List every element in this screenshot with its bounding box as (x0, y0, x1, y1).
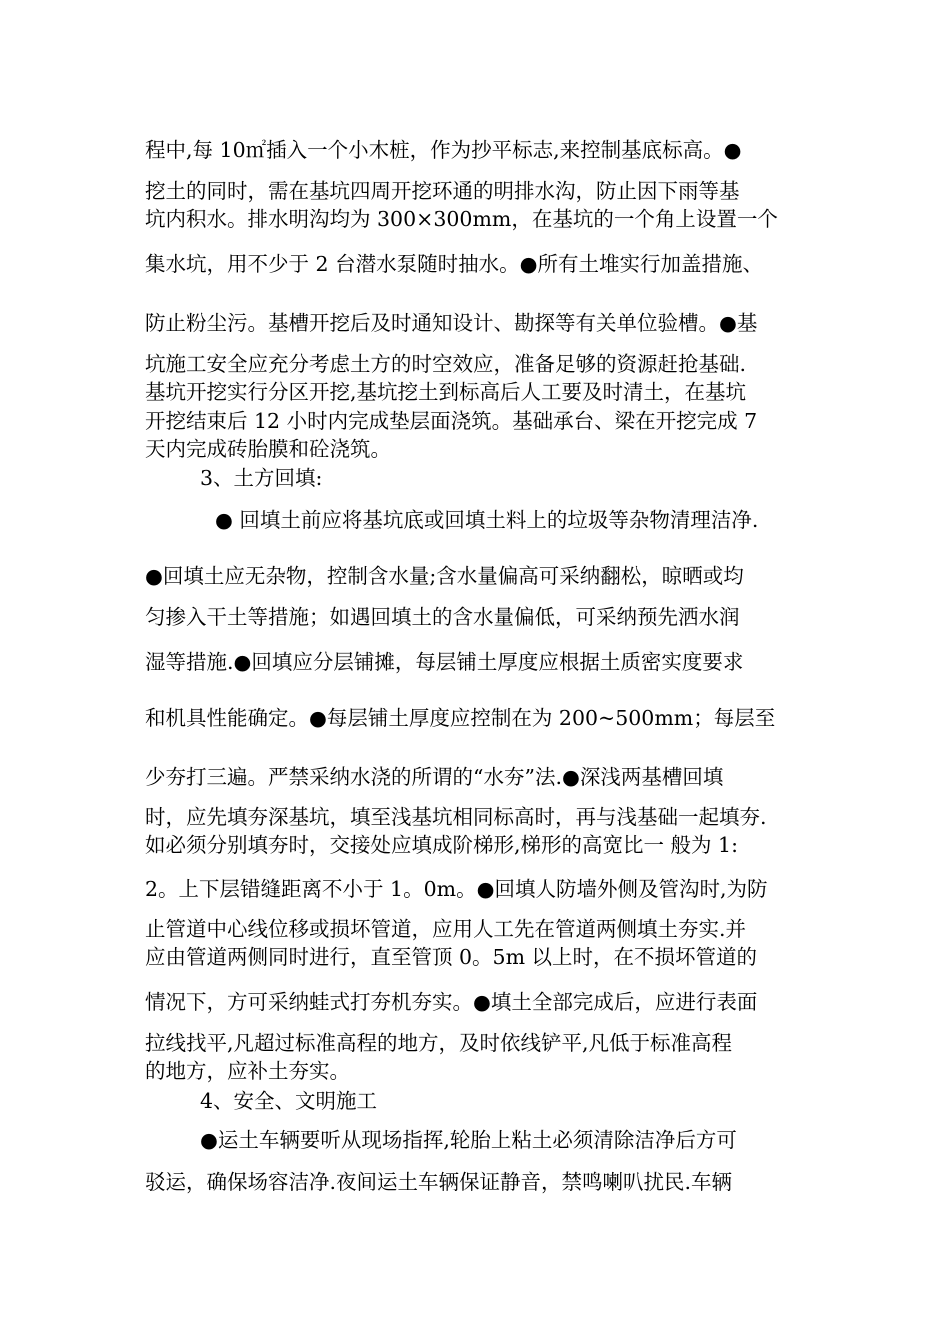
text-line: 少夯打三遍。严禁采纳水浇的所谓的“水夯”法.●深浅两基槽回填 (145, 765, 724, 789)
section-heading: 3、土方回填: (200, 466, 323, 490)
text-line: 时，应先填夯深基坑，填至浅基坑相同标高时，再与浅基础一起填夯. (145, 805, 767, 829)
section-heading: 4、安全、文明施工 (200, 1089, 378, 1113)
text-line: 2。上下层错缝距离不小于 1。0m。●回填人防墙外侧及管沟时,为防 (145, 877, 768, 901)
text-line: 程中,每 10㎡插入一个小木桩，作为抄平标志,来控制基底标高。● (145, 138, 742, 162)
text-line: 的地方，应补土夯实。 (145, 1059, 350, 1083)
text-line: 止管道中心线位移或损坏管道，应用人工先在管道两侧填土夯实.并 (145, 917, 747, 941)
text-line: 防止粉尘污。基槽开挖后及时通知设计、勘探等有关单位验槽。●基 (145, 311, 758, 335)
text-line: 情况下，方可采纳蛙式打夯机夯实。●填土全部完成后，应进行表面 (145, 990, 758, 1014)
text-line: 开挖结束后 12 小时内完成垫层面浇筑。基础承台、梁在开挖完成 7 (145, 409, 758, 433)
text-line: 和机具性能确定。●每层铺土厚度应控制在为 200~500mm；每层至 (145, 706, 776, 730)
text-line: 天内完成砖胎膜和砼浇筑。 (145, 437, 391, 461)
text-line: 基坑开挖实行分区开挖,基坑挖土到标高后人工要及时清土，在基坑 (145, 380, 747, 404)
text-line: 拉线找平,凡超过标准高程的地方，及时依线铲平,凡低于标准高程 (145, 1031, 733, 1055)
text-line: 湿等措施.●回填应分层铺摊，每层铺土厚度应根据土质密实度要求 (145, 650, 744, 674)
text-line: 匀掺入干土等措施；如遇回填土的含水量偏低，可采纳预先洒水润 (145, 605, 740, 629)
text-line: 如必须分别填夯时，交接处应填成阶梯形,梯形的高宽比一 般为 1: (145, 833, 738, 857)
text-line: 应由管道两侧同时进行，直至管顶 0。5m 以上时，在不损坏管道的 (145, 945, 758, 969)
text-line: ●回填土应无杂物，控制含水量;含水量偏高可采纳翻松，晾晒或均 (145, 564, 744, 588)
text-line: ● 回填土前应将基坑底或回填土料上的垃圾等杂物清理洁净. (215, 508, 759, 532)
text-line: 驳运，确保场容洁净.夜间运土车辆保证静音，禁鸣喇叭扰民.车辆 (145, 1170, 733, 1194)
text-line: 坑施工安全应充分考虑土方的时空效应，准备足够的资源赶抢基础. (145, 352, 747, 376)
text-line: 坑内积水。排水明沟均为 300×300mm，在基坑的一个角上设置一个 (145, 207, 778, 231)
text-line: ●运土车辆要听从现场指挥,轮胎上粘土必须清除洁净后方可 (200, 1128, 737, 1152)
text-line: 挖土的同时，需在基坑四周开挖环通的明排水沟，防止因下雨等基 (145, 179, 740, 203)
text-line: 集水坑，用不少于 2 台潜水泵随时抽水。●所有土堆实行加盖措施、 (145, 252, 763, 276)
